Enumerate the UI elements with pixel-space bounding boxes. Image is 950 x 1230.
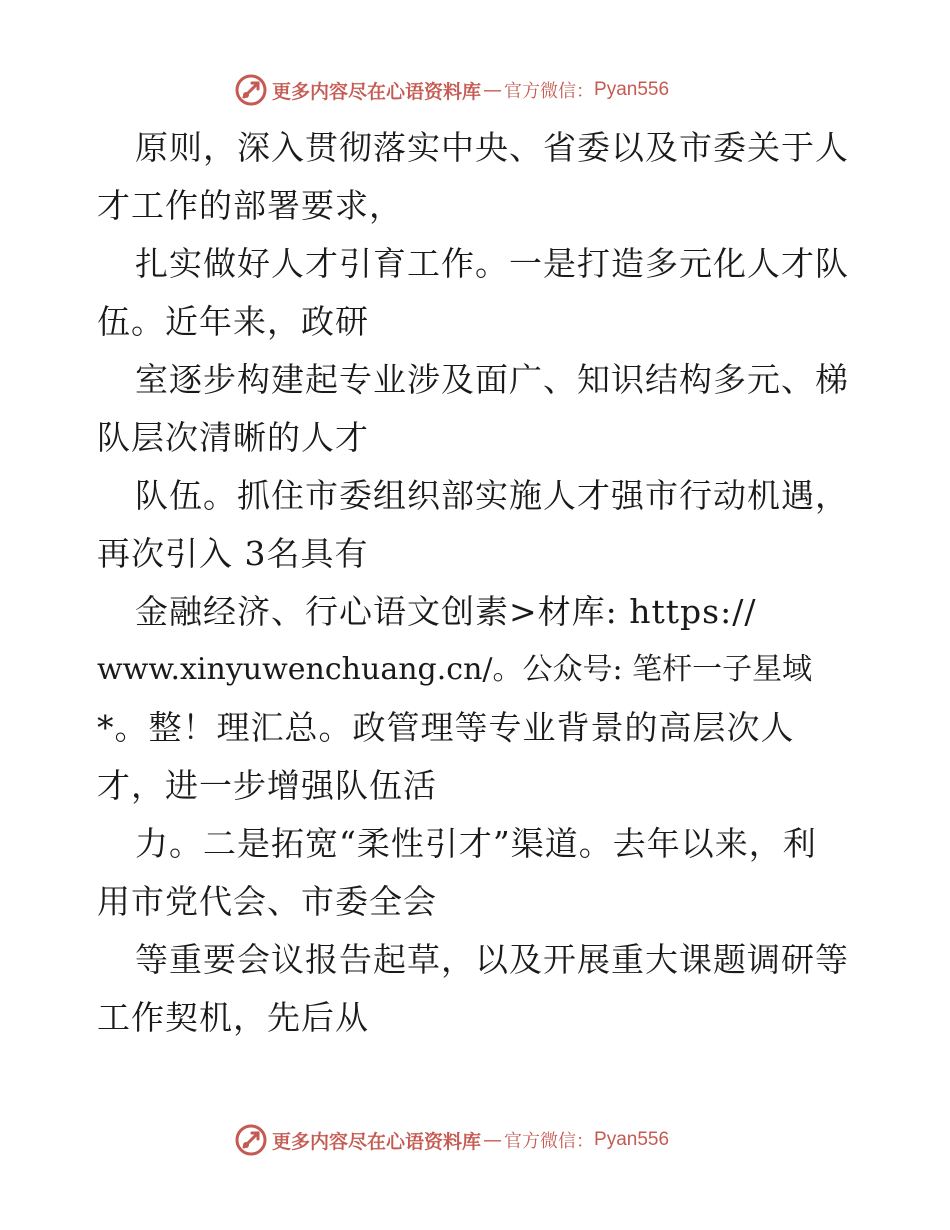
footer-wechat-label: 官方微信： — [504, 1131, 595, 1152]
text-line: 再次引入 3名具有 — [97, 534, 369, 573]
text-line: 力。二是拓宽“柔性引才”渠道。去年以来，利 — [135, 824, 817, 863]
text-line: 队伍。抓住市委组织部实施人才强市行动机遇， — [135, 476, 849, 515]
header-promo-text: 更多内容尽在心语资料库 — [272, 80, 482, 103]
text-line: 队层次清晰的人才 — [97, 418, 369, 457]
logo-icon — [234, 1123, 268, 1157]
text-line: 等重要会议报告起草，以及开展重大课题调研等 — [135, 940, 849, 979]
header-wechat-label: 官方微信： — [504, 81, 595, 102]
text-line: www.xinyuwenchuang.cn/。公众号: 笔杆一子星域 — [97, 652, 813, 687]
text-line: 室逐步构建起专业涉及面广、知识结构多元、梯 — [135, 360, 849, 399]
footer-wechat-id: Pyan556 — [594, 1129, 670, 1150]
logo-icon — [234, 73, 268, 107]
footer-separator: — — [483, 1129, 503, 1151]
text-line: 金融经济、行心语文创素>材库: https:// — [135, 592, 757, 631]
header-wechat-id: Pyan556 — [594, 79, 670, 100]
text-line: *。整！理汇总。政管理等专业背景的高层次人 — [97, 708, 795, 747]
text-line: 伍。近年来，政研 — [97, 302, 369, 341]
text-line: 扎实做好人才引育工作。一是打造多元化人才队 — [135, 244, 849, 283]
text-line: 工作契机，先后从 — [97, 998, 369, 1037]
text-line: 原则，深入贯彻落实中央、省委以及市委关于人 — [135, 128, 849, 167]
text-line: 才，进一步增强队伍活 — [97, 766, 437, 805]
footer-promo-text: 更多内容尽在心语资料库 — [272, 1130, 482, 1153]
footer-banner — [0, 1120, 950, 1160]
text-line: 用市党代会、市委全会 — [97, 882, 437, 921]
text-line: 才工作的部署要求， — [97, 186, 403, 225]
header-banner — [0, 70, 950, 110]
header-separator: — — [483, 79, 503, 101]
